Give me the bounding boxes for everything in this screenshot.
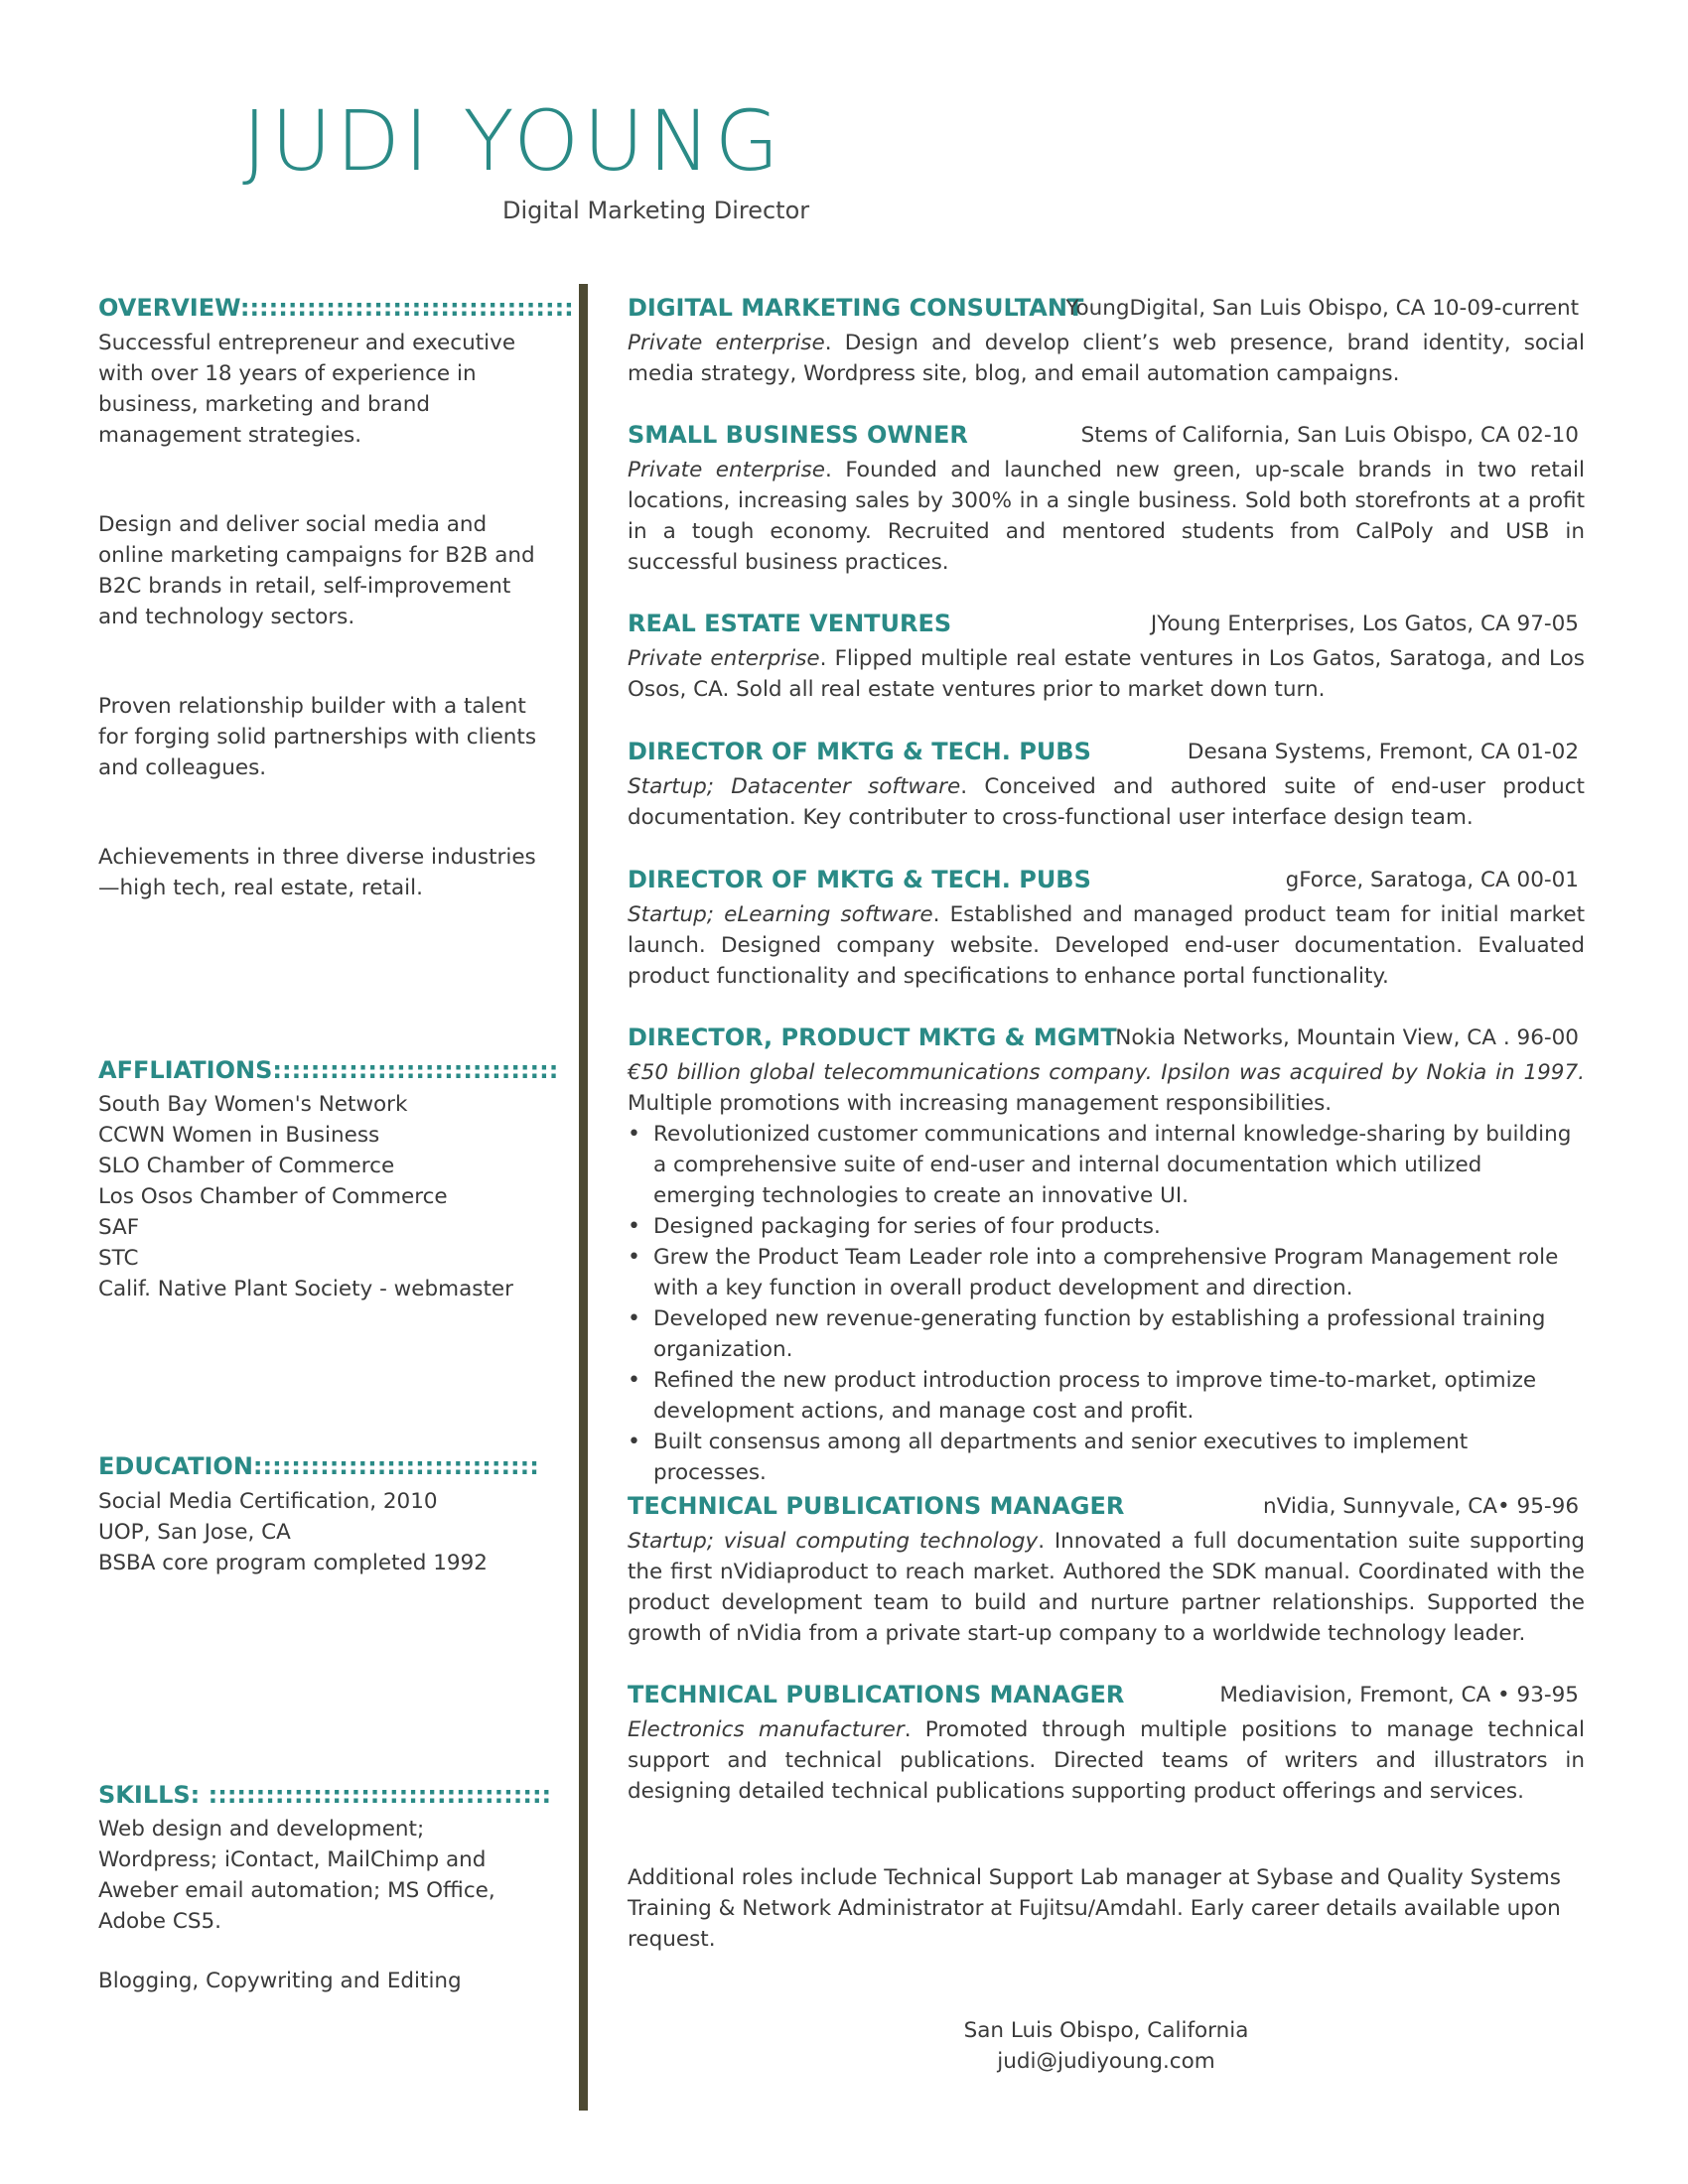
overview-paragraph: Design and deliver social media and online marketing campaigns for B2B and B2C brands in retail, self-improvement and technology sectors. <box>98 512 535 629</box>
job-entry <box>628 738 1585 833</box>
overview-paragraph: Achievements in three diverse industries—high tech, real estate, retail. <box>98 845 536 900</box>
job-description: €50 billion global telecommunications company. Ipsilon was acquired by Nokia in 1997. Multiple promotions with increasing management responsibilities. <box>628 1060 1585 1116</box>
job-description: Startup; Datacenter software. Conceived and authored suite of end-user product documentation. Key contributer to cross-functional user interface design team. <box>628 774 1585 830</box>
job-meta: nVidia, Sunnyvale, CA• 95-96 <box>1262 1494 1579 1519</box>
resume-name: JUDI YOUNG <box>242 92 783 190</box>
list-item: Calif. Native Plant Society - webmaster <box>98 1277 513 1301</box>
job-title: TECHNICAL PUBLICATIONS MANAGER <box>628 1492 1125 1520</box>
job-title: DIRECTOR, PRODUCT MKTG & MGMT <box>628 1024 1117 1051</box>
job-description: Startup; visual computing technology. Innovated a full documentation suite supporting the first nVidiaproduct to reach market. Authored the SDK manual. Coordinated with the product development team to build and nurture partner relationships. Supported the growth of nVidia from a private start-up company to a worldwide technology leader. <box>628 1529 1585 1646</box>
skills-heading: SKILLS: :::::::::::::::::::::::::::::::::::: <box>98 1781 552 1809</box>
job-title: DIRECTOR OF MKTG & TECH. PUBS <box>628 738 1091 765</box>
job-lead: Private enterprise <box>628 646 820 671</box>
skills-paragraph: Blogging, Copywriting and Editing <box>98 1969 462 1993</box>
resume-job-title: Digital Marketing Director <box>502 197 810 224</box>
job-title: SMALL BUSINESS OWNER <box>628 421 968 449</box>
job-meta: Mediavision, Fremont, CA • 93-95 <box>1219 1683 1579 1707</box>
list-item: BSBA core program completed 1992 <box>98 1551 488 1575</box>
job-lead: Electronics manufacturer <box>628 1717 905 1742</box>
job-title: TECHNICAL PUBLICATIONS MANAGER <box>628 1681 1125 1708</box>
overview-heading: OVERVIEW::::::::::::::::::::::::::::::::::: <box>98 294 574 322</box>
overview-paragraph: Successful entrepreneur and executive with over 18 years of experience in business, marketing and brand management strategies. <box>98 331 516 448</box>
job-meta: Nokia Networks, Mountain View, CA . 96-00 <box>1115 1025 1579 1050</box>
job-lead: Startup; Datacenter software <box>628 774 961 799</box>
column-divider <box>579 284 588 2111</box>
list-item: • Grew the Product Team Leader role into a comprehensive Program Management role with a key function in overall product development and direction. <box>628 1242 1585 1303</box>
job-meta: JYoung Enterprises, Los Gatos, CA 97-05 <box>1150 612 1579 636</box>
education-heading: EDUCATION:::::::::::::::::::::::::::::: <box>98 1452 539 1480</box>
job-lead: €50 billion global telecommunications company. Ipsilon was acquired by Nokia in 1997. <box>628 1060 1585 1085</box>
list-item: CCWN Women in Business <box>98 1123 380 1148</box>
job-entry <box>628 1681 1585 1807</box>
job-bullets <box>628 1119 1585 1488</box>
list-item: • Built consensus among all departments and senior executives to implement processes. <box>628 1427 1585 1488</box>
additional-roles: Additional roles include Technical Support Lab manager at Sybase and Quality Systems Training & Network Administrator at Fujitsu/Amdahl. Early career details available upon request. <box>628 1865 1561 1952</box>
list-item: Social Media Certification, 2010 <box>98 1489 438 1514</box>
job-description: Electronics manufacturer. Promoted through multiple positions to manage technical support and technical publications. Directed teams of writers and illustrators in designing detailed technical publications supporting product offerings and services. <box>628 1717 1585 1804</box>
job-meta: gForce, Saratoga, CA 00-01 <box>1285 868 1579 892</box>
job-description: Private enterprise. Founded and launched new green, up-scale brands in two retail locations, increasing sales by 300% in a single business. Sold both storefronts at a profit in a tough economy. Recruited and mentored students from CalPoly and USB in successful business practices. <box>628 458 1585 575</box>
job-entry <box>628 1492 1585 1649</box>
job-entry <box>628 421 1585 578</box>
job-description: Startup; eLearning software. Established and managed product team for initial market launch. Designed company website. Developed end-user documentation. Evaluated product functionality and specifications to enhance portal functionality. <box>628 902 1586 989</box>
list-item: South Bay Women's Network <box>98 1092 408 1117</box>
list-item: • Refined the new product introduction process to improve time-to-market, optimize development actions, and manage cost and profit. <box>628 1365 1585 1427</box>
list-item: SAF <box>98 1215 140 1240</box>
job-lead: Startup; visual computing technology <box>628 1529 1039 1554</box>
list-item: • Designed packaging for series of four products. <box>628 1211 1585 1242</box>
list-item: • Developed new revenue-generating function by establishing a professional training organization. <box>628 1303 1585 1365</box>
job-title: REAL ESTATE VENTURES <box>628 610 952 637</box>
job-meta: Stems of California, San Luis Obispo, CA 02-10 <box>1080 423 1579 448</box>
affiliations-list <box>98 1089 513 1304</box>
job-lead: Private enterprise <box>628 331 825 355</box>
job-entry <box>628 1024 1585 1488</box>
job-lead: Private enterprise <box>628 458 826 482</box>
education-list <box>98 1486 488 1578</box>
job-entry <box>628 294 1585 389</box>
job-description: Private enterprise. Flipped multiple real estate ventures in Los Gatos, Saratoga, and Los Osos, CA. Sold all real estate ventures prior to market down turn. <box>628 646 1585 702</box>
contact-footer <box>628 2015 1585 2077</box>
list-item: UOP, San Jose, CA <box>98 1520 291 1545</box>
job-entry <box>628 610 1585 705</box>
job-meta: YoungDigital, San Luis Obispo, CA 10-09-current <box>1065 296 1579 321</box>
list-item: STC <box>98 1246 139 1271</box>
affiliations-heading: AFFLIATIONS:::::::::::::::::::::::::::::: <box>98 1056 559 1084</box>
list-item: Los Osos Chamber of Commerce <box>98 1184 448 1209</box>
footer-email[interactable]: judi@judiyoung.com <box>997 2049 1215 2074</box>
job-description: Private enterprise. Design and develop client’s web presence, brand identity, social media strategy, Wordpress site, blog, and email automation campaigns. <box>628 331 1585 386</box>
skills-paragraph: Web design and development; Wordpress; iContact, MailChimp and Aweber email automation; MS Office, Adobe CS5. <box>98 1817 495 1934</box>
job-title: DIGITAL MARKETING CONSULTANT <box>628 294 1084 322</box>
overview-paragraph: Proven relationship builder with a talent for forging solid partnerships with clients and colleagues. <box>98 694 537 780</box>
job-lead: Startup; eLearning software <box>628 902 933 927</box>
list-item: • Revolutionized customer communications and internal knowledge-sharing by building a comprehensive suite of end-user and internal documentation which utilized emerging technologies to create an innovative UI. <box>628 1119 1585 1211</box>
job-entry <box>628 866 1585 992</box>
job-title: DIRECTOR OF MKTG & TECH. PUBS <box>628 866 1091 893</box>
list-item: SLO Chamber of Commerce <box>98 1154 395 1178</box>
job-meta: Desana Systems, Fremont, CA 01-02 <box>1187 740 1579 764</box>
footer-location: San Luis Obispo, California <box>963 2018 1249 2043</box>
